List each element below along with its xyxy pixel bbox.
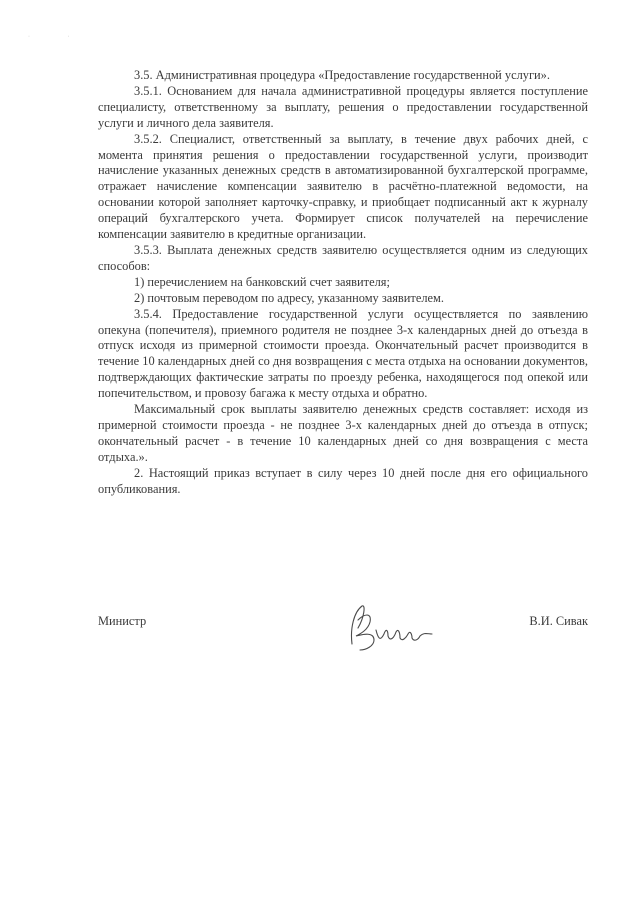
section-3-5-heading: 3.5. Административная процедура «Предоставление государственной услуги». (134, 68, 550, 82)
scan-specks: · · (28, 34, 88, 40)
signatory-name: В.И. Сивак (529, 614, 588, 628)
handwritten-signature (344, 598, 434, 658)
paragraph-3-5-1: 3.5.1. Основанием для начала административной процедуры является поступление специалисту, ответственному за выплату, решения о предоставлении государственной услуги и личного дела заявителя. (98, 83, 588, 130)
list-item-postal-transfer: 2) почтовым переводом по адресу, указанному заявителем. (134, 290, 444, 305)
paragraph-3-5-2: 3.5.2. Специалист, ответственный за выплату, в течение двух рабочих дней, с момента принятия решения о предоставлении государственной услуги, производит начисление указанных денежных средств в автоматизированной бухгалтерской программе, отражает начисление компенсации заявителю в расчётно-платежной ведомости, на основании которой заполняет карточку-справку, и приобщает подписанный акт к журналу операций бухгалтерского учета. Формирует список получателей на перечисление компенсации заявителю в кредитные организации. (98, 131, 588, 242)
list-item-bank-transfer: 1) перечислением на банковский счет заявителя; (134, 274, 390, 289)
signature-block (98, 598, 588, 658)
paragraph-order-effective: 2. Настоящий приказ вступает в силу через 10 дней после дня его официального опубликования. (98, 465, 588, 496)
paragraph-max-term: Максимальный срок выплаты заявителю денежных средств составляет: исходя из примерной стоимости проезда - не позднее 3-х календарных дней до отъезда в отпуск; окончательный расчет - в течение 10 календарных дней со дня возвращения с места отдыха.». (98, 402, 588, 464)
paragraph-3-5-3: 3.5.3. Выплата денежных средств заявителю осуществляется одним из следующих способов: (98, 242, 588, 273)
paragraph-3-5-4: 3.5.4. Предоставление государственной услуги осуществляется по заявлению опекуна (попечителя), приемного родителя не позднее 3-х календарных дней до отъезда в отпуск исходя из примерной стоимости проезда. Окончательный расчет производится в течение 10 календарных дней со дня возвращения с места отдыха на основании документов, подтверждающих фактические затраты по проезду ребенка, находящегося под опекой или попечительством, и провозу багажа к месту отдыха и обратно. (98, 306, 588, 401)
signatory-role: Министр (98, 614, 147, 628)
document-body (98, 68, 588, 497)
